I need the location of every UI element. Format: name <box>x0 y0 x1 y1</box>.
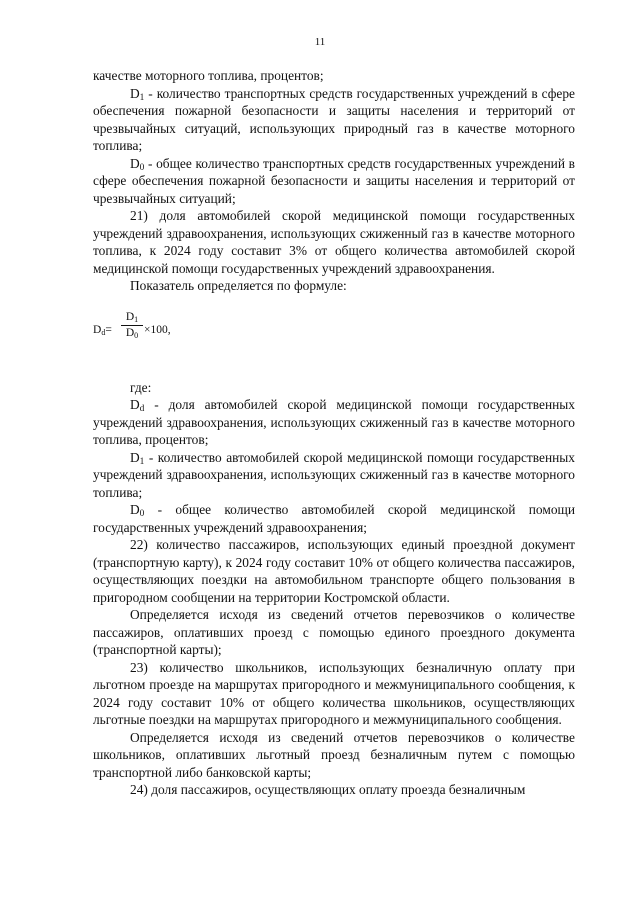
paragraph <box>93 449 575 502</box>
paragraph-text: - доля автомобилей скорой медицинской помощи государственных учреждений здравоохранения, использующих сжиженный газ в качестве моторного топлива, процентов; <box>93 397 575 447</box>
variable-symbol: D <box>130 397 140 412</box>
paragraph <box>93 67 575 85</box>
paragraph <box>93 155 575 208</box>
paragraph <box>93 729 575 782</box>
paragraphs-top <box>93 67 575 295</box>
formula-numerator: $D_1$ <box>125 310 139 324</box>
paragraph <box>93 536 575 606</box>
paragraph-text: - общее количество автомобилей скорой медицинской помощи государственных учреждений здравоохранения; <box>93 502 575 535</box>
paragraphs-bottom <box>93 379 575 799</box>
paragraph <box>93 85 575 155</box>
paragraph-text: 22) количество пассажиров, использующих единый проездной документ (транспортную карту), к 2024 году составит 10% от общего количества пассажиров, осуществляющих поездки на автомобильном транспорте общего пользования в пригородном сообщении на территории Костромской области. <box>93 537 575 605</box>
variable-subscript: 0 <box>139 509 145 519</box>
fraction-bar <box>121 325 143 326</box>
paragraph <box>93 781 575 799</box>
paragraph <box>93 659 575 729</box>
paragraph-text: - количество транспортных средств государственных учреждений в сфере обеспечения пожарной безопасности и защиты населения и территорий от чрезвычайных ситуаций, использующих природный газ в качестве моторного топлива; <box>93 85 575 153</box>
formula <box>93 305 575 357</box>
paragraph <box>93 277 575 295</box>
variable-symbol: D <box>130 502 140 517</box>
formula-denominator: $D_0$ <box>125 326 139 340</box>
paragraph-text: 24) доля пассажиров, осуществляющих оплату проезда безналичным <box>130 782 526 797</box>
formula-fraction <box>121 311 143 340</box>
paragraph-text: - общее количество транспортных средств государственных учреждений в сфере обеспечения пожарной безопасности и защиты населения и территорий от чрезвычайных ситуаций; <box>93 155 575 206</box>
paragraph-text: - количество автомобилей скорой медицинской помощи государственных учреждений здравоохранения, использующих сжиженный газ в качестве моторного топлива; <box>93 449 575 500</box>
paragraph <box>93 606 575 659</box>
paragraph-text: где: <box>130 379 152 395</box>
paragraph <box>93 501 575 536</box>
paragraph-text: качестве моторного топлива, процентов; <box>93 68 324 83</box>
variable-subscript: 0 <box>139 162 145 173</box>
variable-subscript: d <box>139 404 145 414</box>
paragraph <box>93 379 575 397</box>
page-number: 11 <box>314 36 326 48</box>
paragraph <box>93 396 575 449</box>
formula-lhs: $D_d=$ <box>93 323 112 337</box>
variable-symbol: D <box>130 85 140 101</box>
paragraph-text: 21) доля автомобилей скорой медицинской помощи государственных учреждений здравоохранения, использующих сжиженный газ в качестве моторного топлива, к 2024 году составит 3% от общего количества автомобилей скорой медицинской помощи государственных учреждений здравоохранения. <box>93 208 575 276</box>
variable-subscript: 1 <box>139 92 145 103</box>
paragraph-text: 23) количество школьников, использующих безналичную оплату при льготном проезде на маршрутах пригородного и межмуниципального сообщения, к 2024 году составит 10% от общего количества школьников, осуществляющих льготные поездки на маршрутах пригородного и межмуниципального сообщения. <box>93 659 575 727</box>
formula-rhs: ×100, <box>144 323 171 336</box>
paragraph-text: Определяется исходя из сведений отчетов перевозчиков о количестве пассажиров, оплативших проезд с помощью единого проездного документа (транспортной карты); <box>93 607 575 657</box>
paragraph-text: Показатель определяется по формуле: <box>130 278 347 293</box>
paragraph <box>93 207 575 277</box>
variable-subscript: 1 <box>139 456 145 467</box>
variable-symbol: D <box>130 155 140 171</box>
document-body <box>93 67 575 799</box>
variable-symbol: D <box>130 449 140 465</box>
paragraph-text: Определяется исходя из сведений отчетов перевозчиков о количестве школьников, оплативших льготный проезд безналичным путем с помощью транспортной либо банковской карты; <box>93 729 575 780</box>
